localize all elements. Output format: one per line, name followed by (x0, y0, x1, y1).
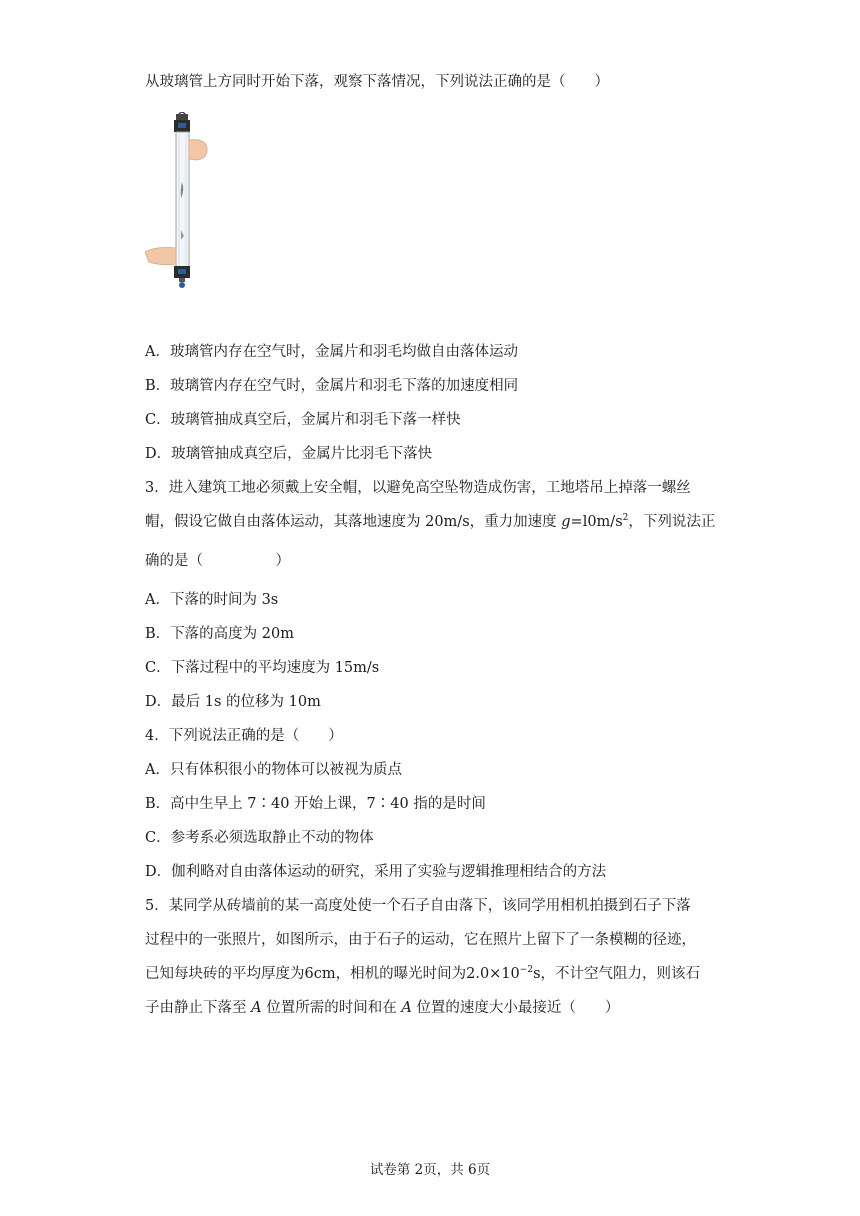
q3-stem-line3: 确的是（ ） (145, 553, 290, 569)
q4-option-a: A．只有体积很小的物体可以被视为质点 (145, 762, 402, 778)
page-footer: 试卷第 2页，共 6页 (369, 1162, 491, 1178)
newton-tube-figure (145, 112, 215, 292)
q3-stem-line1: 3．进入建筑工地必须戴上安全帽，以避免高空坠物造成伤害，工地塔吊上掉落一螺丝 (145, 480, 691, 496)
q3-stem-line2: 帽，假设它做自由落体运动，其落地速度为 20m/s，重力加速度 $g=l0m/s^2$，下列说法正 (145, 513, 716, 530)
q2-option-d: D．玻璃管抽成真空后，金属片比羽毛下落快 (145, 446, 433, 462)
q4-option-d: D．伽利略对自由落体运动的研究，采用了实验与逻辑推理相结合的方法 (145, 864, 607, 880)
q3-option-d: D．最后 1s 的位移为 10m (145, 694, 321, 710)
q2-option-b: B．玻璃管内存在空气时，金属片和羽毛下落的加速度相同 (145, 378, 519, 394)
q2-option-c: C．玻璃管抽成真空后，金属片和羽毛下落一样快 (145, 412, 461, 428)
q2-option-a: A．玻璃管内存在空气时，金属片和羽毛均做自由落体运动 (145, 344, 518, 360)
q4-option-b: B．高中生早上 7∶40 开始上课，7∶40 指的是时间 (145, 796, 486, 812)
q4-option-c: C．参考系必须选取静止不动的物体 (145, 830, 374, 846)
q5-stem-line3: 已知每块砖的平均厚度为6cm，相机的曝光时间为$2.0\times 10^{-2}s$，不计空气阻力，则该石 (145, 965, 701, 982)
q3-option-a: A．下落的时间为 3s (145, 592, 279, 608)
q4-stem: 4．下列说法正确的是（ ） (145, 728, 343, 744)
q3-option-b: B．下落的高度为 20m (145, 626, 294, 642)
q3-option-c: C．下落过程中的平均速度为 15m/s (145, 660, 380, 676)
q5-stem-line2: 过程中的一张照片，如图所示，由于石子的运动，它在照片上留下了一条模糊的径迹， (145, 932, 696, 948)
q5-stem-line1: 5．某同学从砖墙前的某一高度处使一个石子自由落下，该同学用相机拍摄到石子下落 (145, 898, 691, 914)
q5-stem-line4: 子由静止下落至 A 位置所需的时间和在 A 位置的速度大小最接近（ ） (145, 1000, 620, 1016)
q2-stem: 从玻璃管上方同时开始下落，观察下落情况，下列说法正确的是（ ） (145, 74, 609, 90)
